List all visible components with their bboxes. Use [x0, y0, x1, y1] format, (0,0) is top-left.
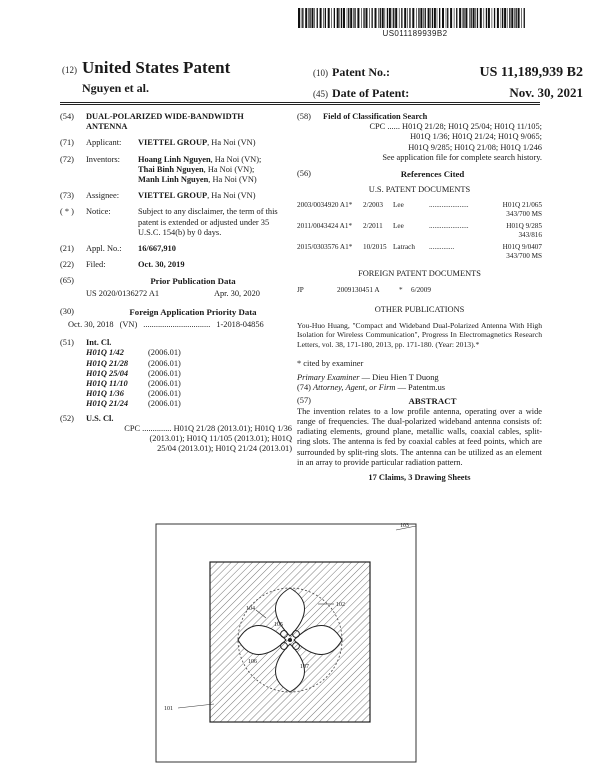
- examiner-line: [297, 373, 542, 383]
- patent-date-label: Date of Patent:: [332, 86, 410, 100]
- attorney-name: — Patentm.us: [397, 383, 446, 393]
- assignee-location: , Ha Noi (VN): [207, 191, 256, 201]
- barcode-bar: [298, 8, 300, 28]
- ref-pub: 2009130451 A: [337, 285, 380, 294]
- int-cl-table: [86, 348, 300, 409]
- us-cl-lines: [86, 424, 300, 455]
- us-doc-row: [297, 243, 542, 261]
- index-code: (12): [62, 65, 77, 75]
- inventors-entry: [60, 155, 300, 186]
- barcode-bar: [385, 8, 386, 28]
- search-line: CPC ...... H01Q 21/28; H01Q 25/04; H01Q 11/105;: [369, 122, 542, 132]
- patent-number: US 11,189,939 B2: [479, 65, 583, 80]
- patent-date: Nov. 30, 2021: [509, 85, 583, 100]
- foreign-docs-title: FOREIGN PATENT DOCUMENTS: [358, 269, 481, 279]
- search-line: H01Q 9/285; H01Q 21/08; H01Q 1/246: [408, 142, 542, 152]
- barcode-bar: [380, 8, 381, 28]
- barcode-bar: [302, 8, 303, 28]
- barcode-bar: [328, 8, 330, 28]
- ref-class: H01Q 9/285: [506, 222, 542, 231]
- class-code: H01Q 25/04: [86, 368, 129, 378]
- ref-subclass: 343/700 MS: [506, 252, 542, 261]
- barcode-bar: [412, 8, 414, 28]
- class-version: (2006.01): [148, 389, 181, 399]
- barcode-bar: [375, 8, 377, 28]
- section-title: Int. Cl.: [86, 338, 112, 348]
- other-pubs-title: OTHER PUBLICATIONS: [374, 304, 465, 314]
- barcode-bar: [521, 8, 522, 28]
- cited-by-note: * cited by examiner: [297, 359, 364, 369]
- barcode-bar: [301, 8, 302, 28]
- entry-label: Inventors:: [86, 154, 120, 164]
- entry-label: Notice:: [86, 207, 111, 217]
- barcode-bar: [340, 8, 341, 28]
- other-pubs-text: You-Huo Huang, "Compact and Wideband Dual-Polarized Antenna With High Isolation for Wireless Communication", Progress In Electromagnetics Research Letters, vol. 38, 171-180, 2013, pp. 171-180. (Year: 2013).*: [297, 320, 542, 349]
- ref-pub: 2015/0303576 A1*: [297, 243, 353, 252]
- barcode-bar: [420, 8, 422, 28]
- leader-dots: ......................: [429, 222, 469, 231]
- int-cl-row: [86, 369, 300, 379]
- antenna-figure: [148, 518, 432, 772]
- barcode-bar: [357, 8, 359, 28]
- barcode-bar: [399, 8, 400, 28]
- inventor-name: Thai Binh Nguyen: [138, 164, 204, 174]
- barcode-bar: [334, 8, 335, 28]
- ref-name: Lee: [393, 201, 404, 210]
- priority-country: (VN): [119, 320, 138, 330]
- label-petal-c: 107: [300, 664, 309, 670]
- attorney-line: [297, 383, 542, 393]
- barcode-bar: [471, 8, 472, 28]
- barcode-bar: [387, 8, 388, 28]
- index-code: (10): [313, 68, 328, 78]
- section-title: Prior Publication Data: [150, 276, 236, 287]
- class-version: (2006.01): [148, 399, 181, 409]
- prior-pub-date: Apr. 30, 2020: [213, 288, 260, 298]
- barcode-bar: [507, 8, 508, 28]
- barcode-bar: [308, 8, 309, 28]
- int-cl-entry: [60, 338, 300, 348]
- barcode-bar: [361, 8, 362, 28]
- ref-pub: 2003/0034920 A1*: [297, 201, 353, 210]
- barcode-bar: [480, 8, 482, 28]
- barcode-bar: [343, 8, 345, 28]
- entry-num: (72): [60, 154, 74, 164]
- ref-class: H01Q 9/0407: [502, 243, 542, 252]
- inventor-name: Hoang Linh Nguyen: [138, 154, 211, 164]
- barcode-bar: [347, 8, 348, 28]
- class-version: (2006.01): [148, 348, 181, 358]
- barcode-bar: [325, 8, 326, 28]
- search-line: H01Q 1/36; H01Q 21/24; H01Q 9/065;: [410, 132, 542, 142]
- section-title: References Cited: [400, 169, 465, 180]
- header-left: [62, 58, 230, 96]
- entry-label: Filed:: [86, 260, 106, 270]
- int-cl-row: [86, 359, 300, 369]
- entry-num: (30): [60, 306, 74, 316]
- label-outer: 103: [400, 523, 409, 529]
- prior-pub-entry: [60, 276, 300, 286]
- us-docs-title: U.S. PATENT DOCUMENTS: [368, 185, 471, 195]
- filed-value: Oct. 30, 2019: [138, 260, 185, 270]
- ref-name: Lee: [393, 222, 404, 231]
- barcode-bar: [348, 8, 349, 28]
- ref-class: H01Q 21/065: [502, 201, 542, 210]
- barcode-bar: [323, 8, 324, 28]
- label-petal-b: 106: [248, 659, 257, 665]
- barcode-bar: [473, 8, 475, 28]
- barcode-bar: [309, 8, 310, 28]
- class-code: H01Q 1/42: [86, 348, 124, 358]
- barcode-bar: [447, 8, 448, 28]
- entry-num: (73): [60, 191, 74, 201]
- ref-date: 2/2011: [363, 222, 383, 231]
- class-code: H01Q 21/28: [86, 358, 129, 368]
- barcode-bar: [484, 8, 485, 28]
- applicant-entry: [60, 138, 300, 148]
- barcode-bar: [501, 8, 502, 28]
- section-title: Field of Classification Search: [323, 112, 428, 121]
- field-search-entry: [297, 112, 542, 122]
- barcode-bar: [456, 8, 457, 28]
- us-cl-line: 25/04 (2013.01); H01Q 21/24 (2013.01): [157, 444, 292, 454]
- entry-label: Appl. No.:: [86, 244, 122, 254]
- barcode-bar: [494, 8, 495, 28]
- priority-app-no: 1-2018-04856: [216, 320, 264, 330]
- right-column: [297, 112, 542, 483]
- barcode-bar: [486, 8, 487, 28]
- class-version: (2006.01): [148, 379, 181, 389]
- entry-num: (22): [60, 260, 74, 270]
- barcode-bar: [454, 8, 455, 28]
- barcode-bar: [395, 8, 397, 28]
- search-line: See application file for complete search history.: [382, 152, 542, 162]
- barcode-bar: [341, 8, 342, 28]
- title-entry: [60, 112, 300, 132]
- barcode-bar: [497, 8, 499, 28]
- appl-no-value: 16/667,910: [138, 244, 176, 254]
- assignee-entry: [60, 191, 300, 201]
- barcode-bar: [407, 8, 408, 28]
- header-divider-2: [60, 104, 540, 105]
- barcode-bar: [393, 8, 394, 28]
- barcode-bar: [439, 8, 440, 28]
- us-cl-line: CPC .............. H01Q 21/28 (2013.01); H01Q 1/36: [124, 423, 292, 433]
- entry-label: Assignee:: [86, 191, 120, 201]
- inventor-location: , Ha Noi (VN);: [203, 164, 255, 174]
- section-title: ABSTRACT: [408, 395, 457, 406]
- barcode-bar: [437, 8, 438, 28]
- barcode-bar: [312, 8, 314, 28]
- barcode-bar: [462, 8, 463, 28]
- us-cl-line: (2013.01); H01Q 11/105 (2013.01); H01Q: [149, 434, 292, 444]
- barcode-bar: [418, 8, 419, 28]
- ref-name: Latrach: [393, 243, 415, 252]
- entry-num: ( * ): [60, 207, 74, 217]
- class-code: H01Q 21/24: [86, 399, 129, 409]
- prior-pub-number: US 2020/0136272 A1: [86, 288, 160, 298]
- barcode-bar: [409, 8, 410, 28]
- barcode-bar: [378, 8, 379, 28]
- barcode-bar: [488, 8, 490, 28]
- assignee-name: VIETTEL GROUP: [138, 191, 208, 201]
- barcode-bar: [502, 8, 503, 28]
- entry-label: Applicant:: [86, 138, 122, 148]
- us-cl-entry: [60, 414, 300, 424]
- inventor-location: , Ha Noi (VN);: [210, 154, 262, 164]
- examiner-label: Primary Examiner: [297, 373, 360, 383]
- invention-title: DUAL-POLARIZED WIDE-BANDWIDTH ANTENNA: [86, 112, 244, 132]
- entry-num: (56): [297, 169, 311, 179]
- leader-dots: ......................: [429, 201, 469, 210]
- barcode: [298, 8, 528, 28]
- field-search-lines: [323, 122, 542, 163]
- label-ring: 102: [336, 602, 345, 608]
- inventor-location: , Ha Noi (VN): [208, 175, 257, 185]
- us-docs-list: [297, 201, 542, 261]
- barcode-bar: [320, 8, 322, 28]
- leader-dots: ..............: [429, 243, 455, 252]
- refs-entry: [297, 169, 542, 179]
- int-cl-row: [86, 379, 300, 389]
- ref-date: 6/2009: [411, 285, 431, 294]
- barcode-bar: [516, 8, 517, 28]
- barcode-bar: [305, 8, 307, 28]
- foreign-doc-row: [297, 286, 542, 295]
- barcode-bar: [314, 8, 315, 28]
- ref-star: *: [399, 285, 403, 294]
- barcode-bar: [477, 8, 478, 28]
- section-title: Foreign Application Priority Data: [129, 306, 257, 317]
- index-code: (45): [313, 89, 328, 99]
- abstract-text: The invention relates to a low profile antenna, operating over a wide range of frequencies. The dual-polarized wideband antenna consists of: radiating elements, ground plane, metallic walls, coaxial cables, split-ring slots. The antenna is fed by coaxial cables at feed points, which are surrounded by split-ring slots. The antenna can be utilized as an element in an array to provide particular radiation pattern.: [297, 406, 542, 467]
- int-cl-row: [86, 348, 300, 358]
- barcode-bar: [469, 8, 470, 28]
- ref-pub: 2011/0043424 A1*: [297, 222, 353, 231]
- barcode-bar: [404, 8, 406, 28]
- entry-num: (58): [297, 112, 311, 121]
- label-outer-left: 101: [164, 706, 173, 712]
- barcode-bar: [450, 8, 452, 28]
- label-petal-a: 104: [246, 606, 255, 612]
- entry-num: (21): [60, 244, 74, 254]
- ref-subclass: 343/816: [518, 231, 542, 240]
- barcode-bar: [428, 8, 430, 28]
- barcode-bar: [337, 8, 339, 28]
- left-column: [60, 112, 300, 454]
- barcode-bar: [442, 8, 444, 28]
- int-cl-row: [86, 389, 300, 399]
- entry-num: (52): [60, 413, 74, 423]
- class-version: (2006.01): [148, 358, 181, 368]
- entry-num: (51): [60, 338, 74, 348]
- inventor-name: Manh Linh Nguyen: [138, 175, 209, 185]
- entry-num: (65): [60, 276, 74, 286]
- barcode-bar: [366, 8, 368, 28]
- barcode-bar: [317, 8, 318, 28]
- barcode-bar: [492, 8, 493, 28]
- barcode-bar: [432, 8, 433, 28]
- entry-num: (74): [297, 383, 311, 393]
- barcode-bar: [514, 8, 515, 28]
- barcode-bar: [475, 8, 476, 28]
- barcode-bar: [350, 8, 352, 28]
- prior-pub-row: [86, 289, 260, 299]
- barcode-bar: [389, 8, 391, 28]
- entry-num: (57): [297, 395, 311, 405]
- barcode-bar: [509, 8, 510, 28]
- barcode-bar: [524, 8, 525, 28]
- barcode-bar: [518, 8, 520, 28]
- label-petal-d: 105: [274, 622, 283, 628]
- priority-date: Oct. 30, 2018: [68, 320, 114, 330]
- barcode-bar: [465, 8, 467, 28]
- int-cl-row: [86, 399, 300, 409]
- applicant-name: VIETTEL GROUP: [138, 138, 208, 148]
- header-right: [313, 63, 583, 102]
- notice-entry: [60, 207, 300, 238]
- barcode-bar: [511, 8, 513, 28]
- entry-num: (54): [60, 112, 74, 121]
- barcode-number: US011189939B2: [382, 29, 448, 38]
- barcode-bar: [423, 8, 424, 28]
- section-title: U.S. Cl.: [86, 413, 114, 423]
- barcode-bar: [392, 8, 393, 28]
- barcode-bar: [363, 8, 364, 28]
- ref-country: JP: [297, 285, 304, 294]
- attorney-label: Attorney, Agent, or Firm: [313, 383, 396, 393]
- barcode-bar: [459, 8, 461, 28]
- us-doc-row: [297, 201, 542, 219]
- barcode-bar: [430, 8, 431, 28]
- barcode-bar: [446, 8, 447, 28]
- barcode-bar: [354, 8, 355, 28]
- header-divider: [60, 102, 540, 103]
- barcode-bar: [369, 8, 370, 28]
- ref-subclass: 343/700 MS: [506, 210, 542, 219]
- barcode-bar: [416, 8, 417, 28]
- barcode-bar: [425, 8, 426, 28]
- applicant-location: , Ha Noi (VN): [207, 138, 256, 148]
- entry-num: (71): [60, 138, 74, 148]
- us-doc-row: [297, 222, 542, 240]
- barcode-bar: [463, 8, 464, 28]
- barcode-bar: [504, 8, 506, 28]
- class-code: H01Q 1/36: [86, 389, 124, 399]
- patent-country-title: United States Patent: [82, 58, 231, 77]
- barcode-bar: [382, 8, 384, 28]
- foreign-priority-row: [68, 320, 300, 330]
- notice-text: Subject to any disclaimer, the term of this patent is extended or adjusted under 35 U.S.C. 154(b) by 0 days.: [138, 207, 278, 237]
- abstract-entry: [297, 396, 542, 406]
- ref-date: 2/2003: [363, 201, 383, 210]
- examiner-name: — Dieu Hien T Duong: [361, 373, 439, 383]
- foreign-priority-entry: [60, 307, 300, 317]
- appl-no-entry: [60, 244, 300, 254]
- barcode-bar: [372, 8, 373, 28]
- inventor-short: Nguyen et al.: [82, 81, 149, 95]
- barcode-bar: [353, 8, 354, 28]
- leader-dots: ................................: [143, 320, 211, 330]
- patent-number-label: Patent No.:: [332, 65, 390, 79]
- barcode-bar: [434, 8, 436, 28]
- claims-summary: 17 Claims, 3 Drawing Sheets: [368, 473, 471, 483]
- barcode-bar: [331, 8, 332, 28]
- barcode-bar: [401, 8, 402, 28]
- ref-date: 10/2015: [363, 243, 387, 252]
- class-code: H01Q 11/10: [86, 379, 128, 389]
- class-version: (2006.01): [148, 368, 181, 378]
- filed-entry: [60, 260, 300, 270]
